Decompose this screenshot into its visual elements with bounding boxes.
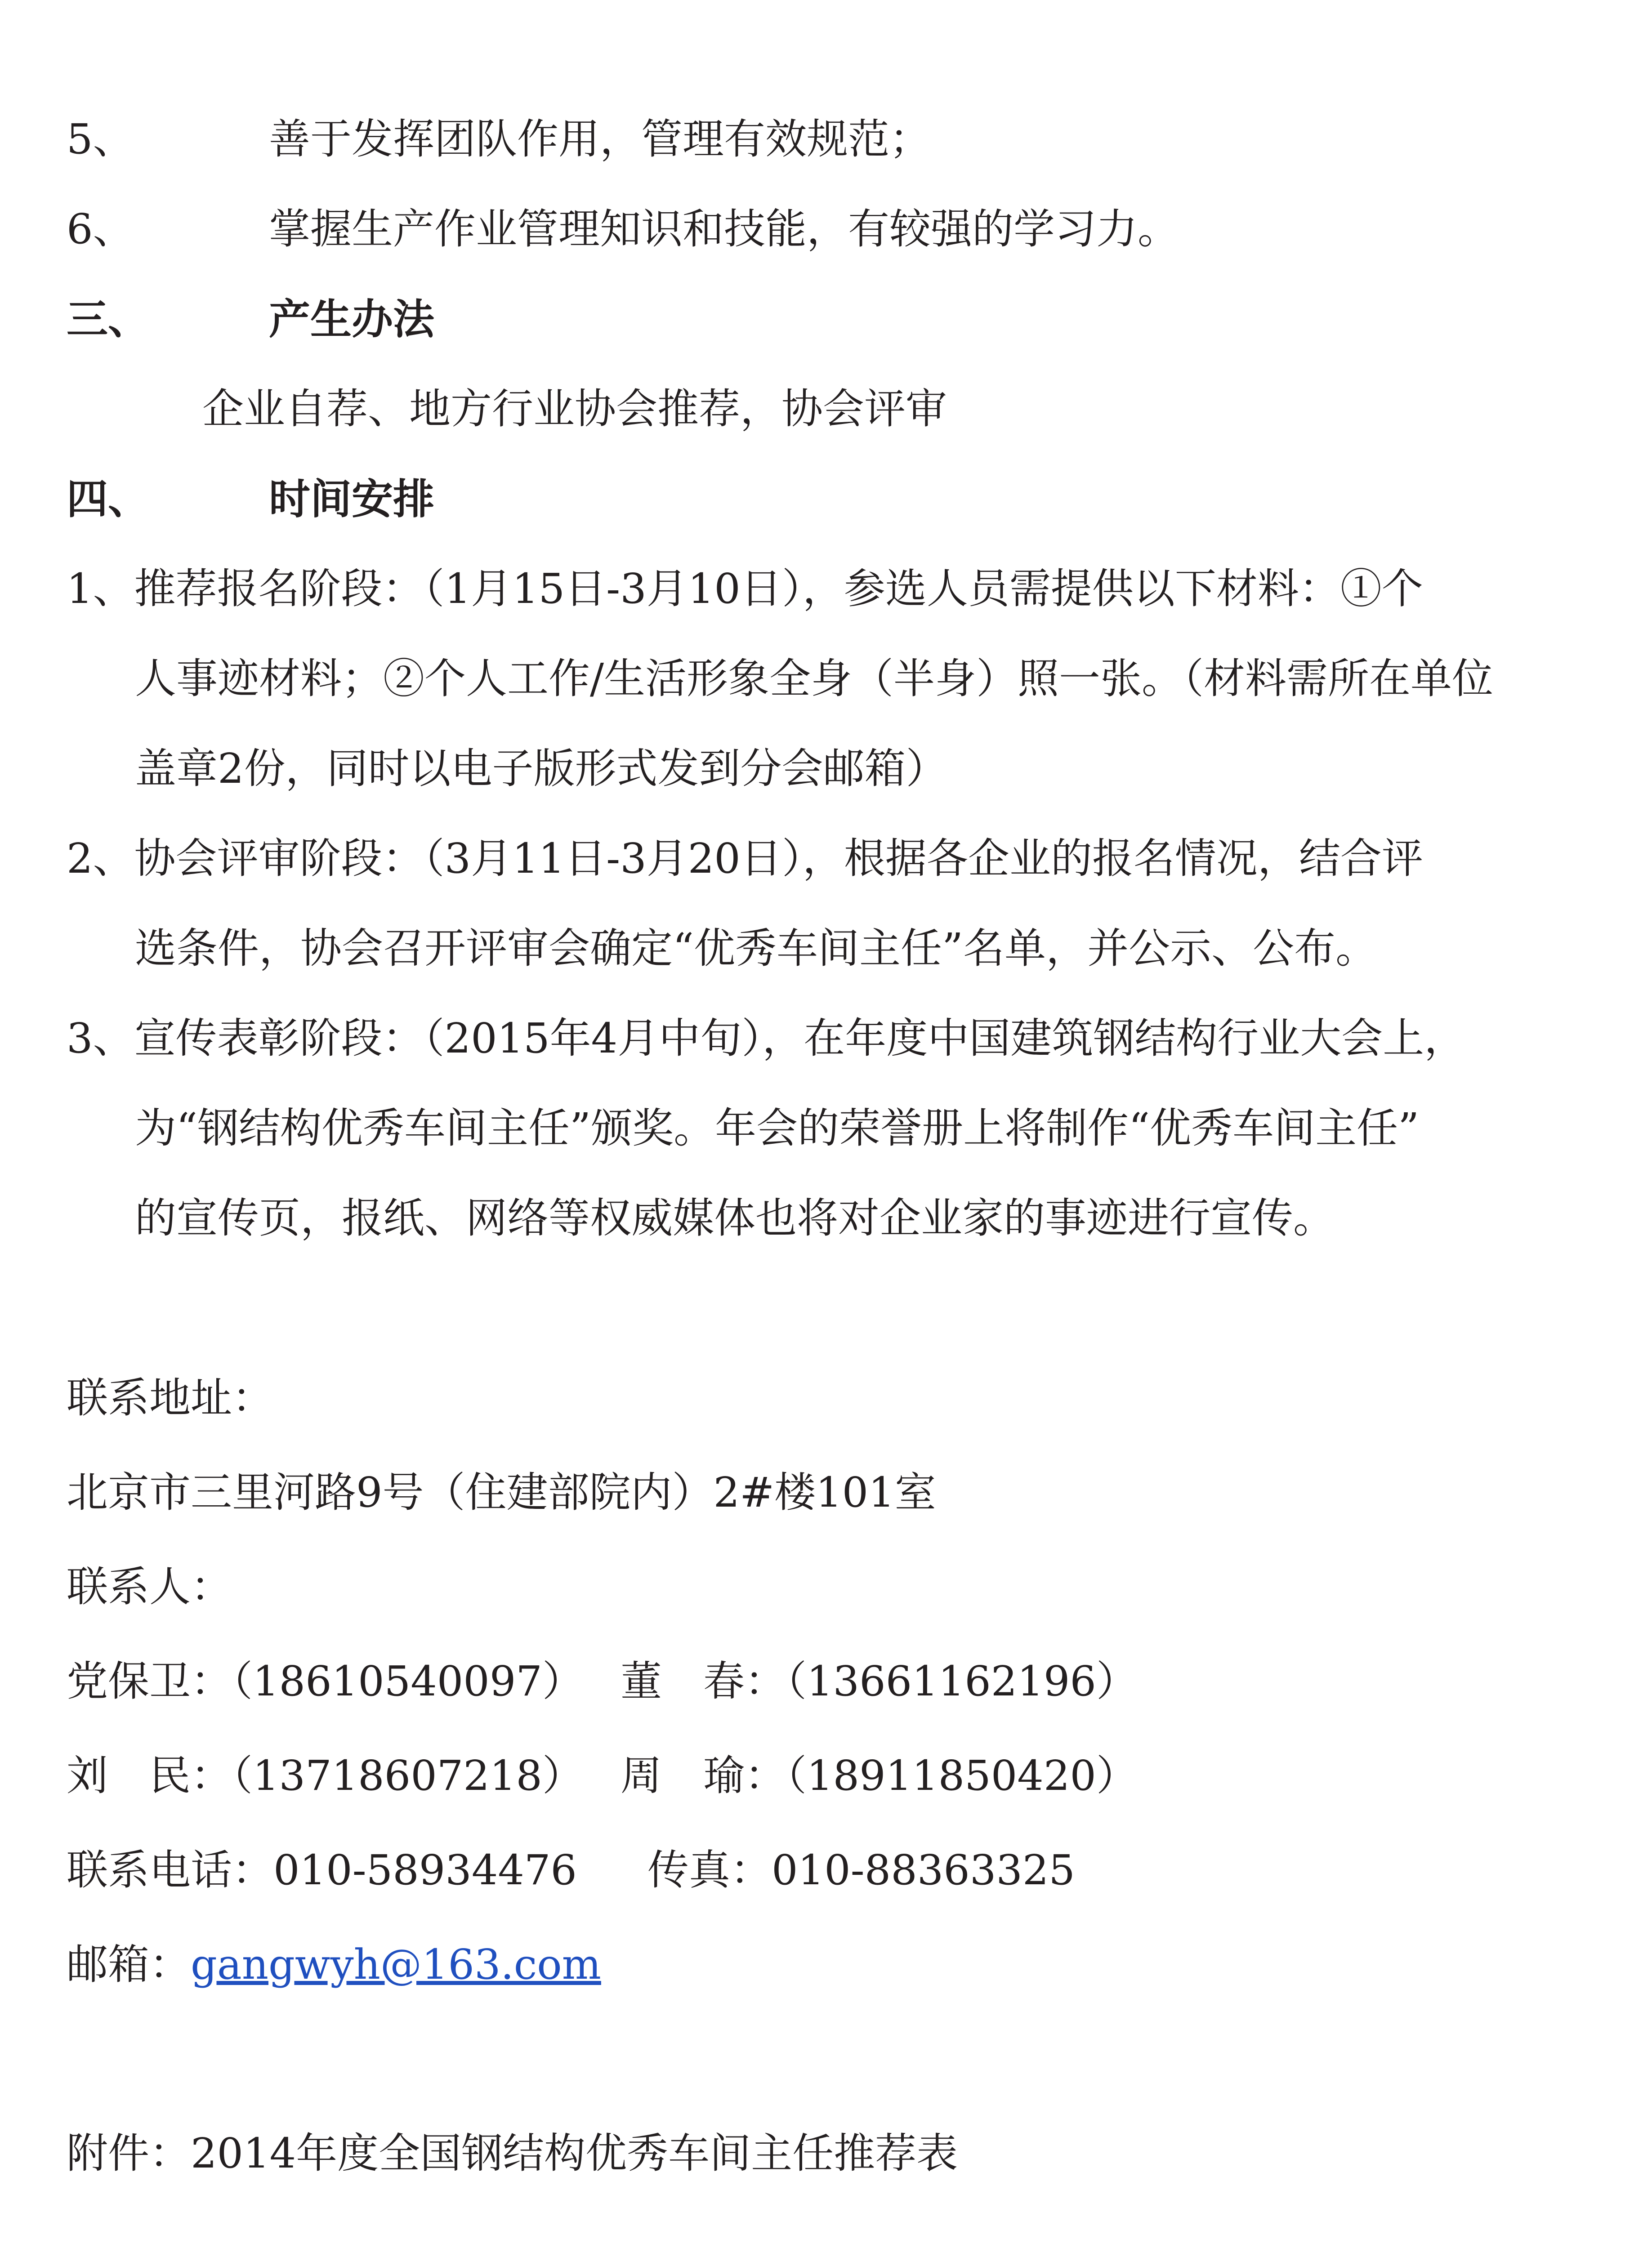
email-link[interactable]: gangwyh@163.com — [191, 1940, 601, 1989]
contact-name: 董 春： — [621, 1657, 786, 1705]
section-number: 三、 — [67, 295, 150, 343]
schedule-item-1-line-3: 盖章2份，同时以电子版形式发到分会邮箱） — [135, 745, 947, 793]
contact-address: 北京市三里河路9号（住建部院内）2#楼101室 — [67, 1468, 936, 1517]
section-title: 产生办法 — [269, 295, 435, 343]
contact-phone: （18610540097） — [232, 1657, 584, 1705]
contact-fax: 传真：010-88363325 — [647, 1846, 1075, 1894]
section-title: 时间安排 — [269, 475, 435, 523]
attachment-note: 附件：2014年度全国钢结构优秀车间主任推荐表 — [67, 2129, 958, 2177]
item-6 — [67, 202, 1179, 256]
contact-person-label: 联系人： — [67, 1563, 232, 1611]
contact-name: 党保卫： — [67, 1657, 232, 1705]
schedule-item-1-line-2: 人事迹材料；②个人工作/生活形象全身（半身）照一张。（材料需所在单位 — [135, 655, 1493, 703]
contact-telephone: 联系电话：010-58934476 — [67, 1846, 577, 1894]
contact-row-1 — [67, 1655, 584, 1708]
contact-name: 周 瑜： — [621, 1752, 786, 1800]
section-3-body: 企业自荐、地方行业协会推荐，协会评审 — [202, 385, 947, 433]
schedule-item-1-line-1: 1、推荐报名阶段：（1月15日-3月10日），参选人员需提供以下材料：①个 — [67, 565, 1423, 613]
contact-row-2 — [67, 1749, 584, 1803]
section-3-heading — [67, 292, 435, 346]
schedule-item-2-line-1: 2、协会评审阶段：（3月11日-3月20日），根据各企业的报名情况，结合评 — [67, 834, 1423, 883]
contact-phone: （13661162196） — [786, 1657, 1138, 1705]
schedule-item-3-line-2: 为“钢结构优秀车间主任”颁奖。年会的荣誉册上将制作“优秀车间主任” — [135, 1104, 1420, 1152]
item-text: 掌握生产作业管理知识和技能，有较强的学习力。 — [269, 205, 1179, 253]
contact-row-1-b — [621, 1655, 1138, 1708]
contact-phone: （13718607218） — [232, 1752, 584, 1800]
contact-name: 刘 民： — [67, 1752, 232, 1800]
item-number: 5、 — [67, 115, 134, 163]
item-text: 善于发挥团队作用，管理有效规范； — [269, 115, 931, 163]
email-label: 邮箱： — [67, 1940, 191, 1989]
schedule-item-3-line-3: 的宣传页，报纸、网络等权威媒体也将对企业家的事迹进行宣传。 — [135, 1194, 1335, 1242]
schedule-item-2-line-2: 选条件，协会召开评审会确定“优秀车间主任”名单，并公示、公布。 — [135, 924, 1377, 972]
contact-email-row — [67, 1938, 601, 1992]
contact-row-2-b — [621, 1749, 1138, 1803]
contact-address-label: 联系地址： — [67, 1374, 274, 1422]
section-4-heading — [67, 472, 435, 526]
contact-phone: （18911850420） — [786, 1752, 1138, 1800]
item-5 — [67, 112, 931, 166]
section-number: 四、 — [67, 475, 150, 523]
item-number: 6、 — [67, 205, 134, 253]
schedule-item-3-line-1: 3、宣传表彰阶段：（2015年4月中旬），在年度中国建筑钢结构行业大会上， — [67, 1014, 1466, 1062]
